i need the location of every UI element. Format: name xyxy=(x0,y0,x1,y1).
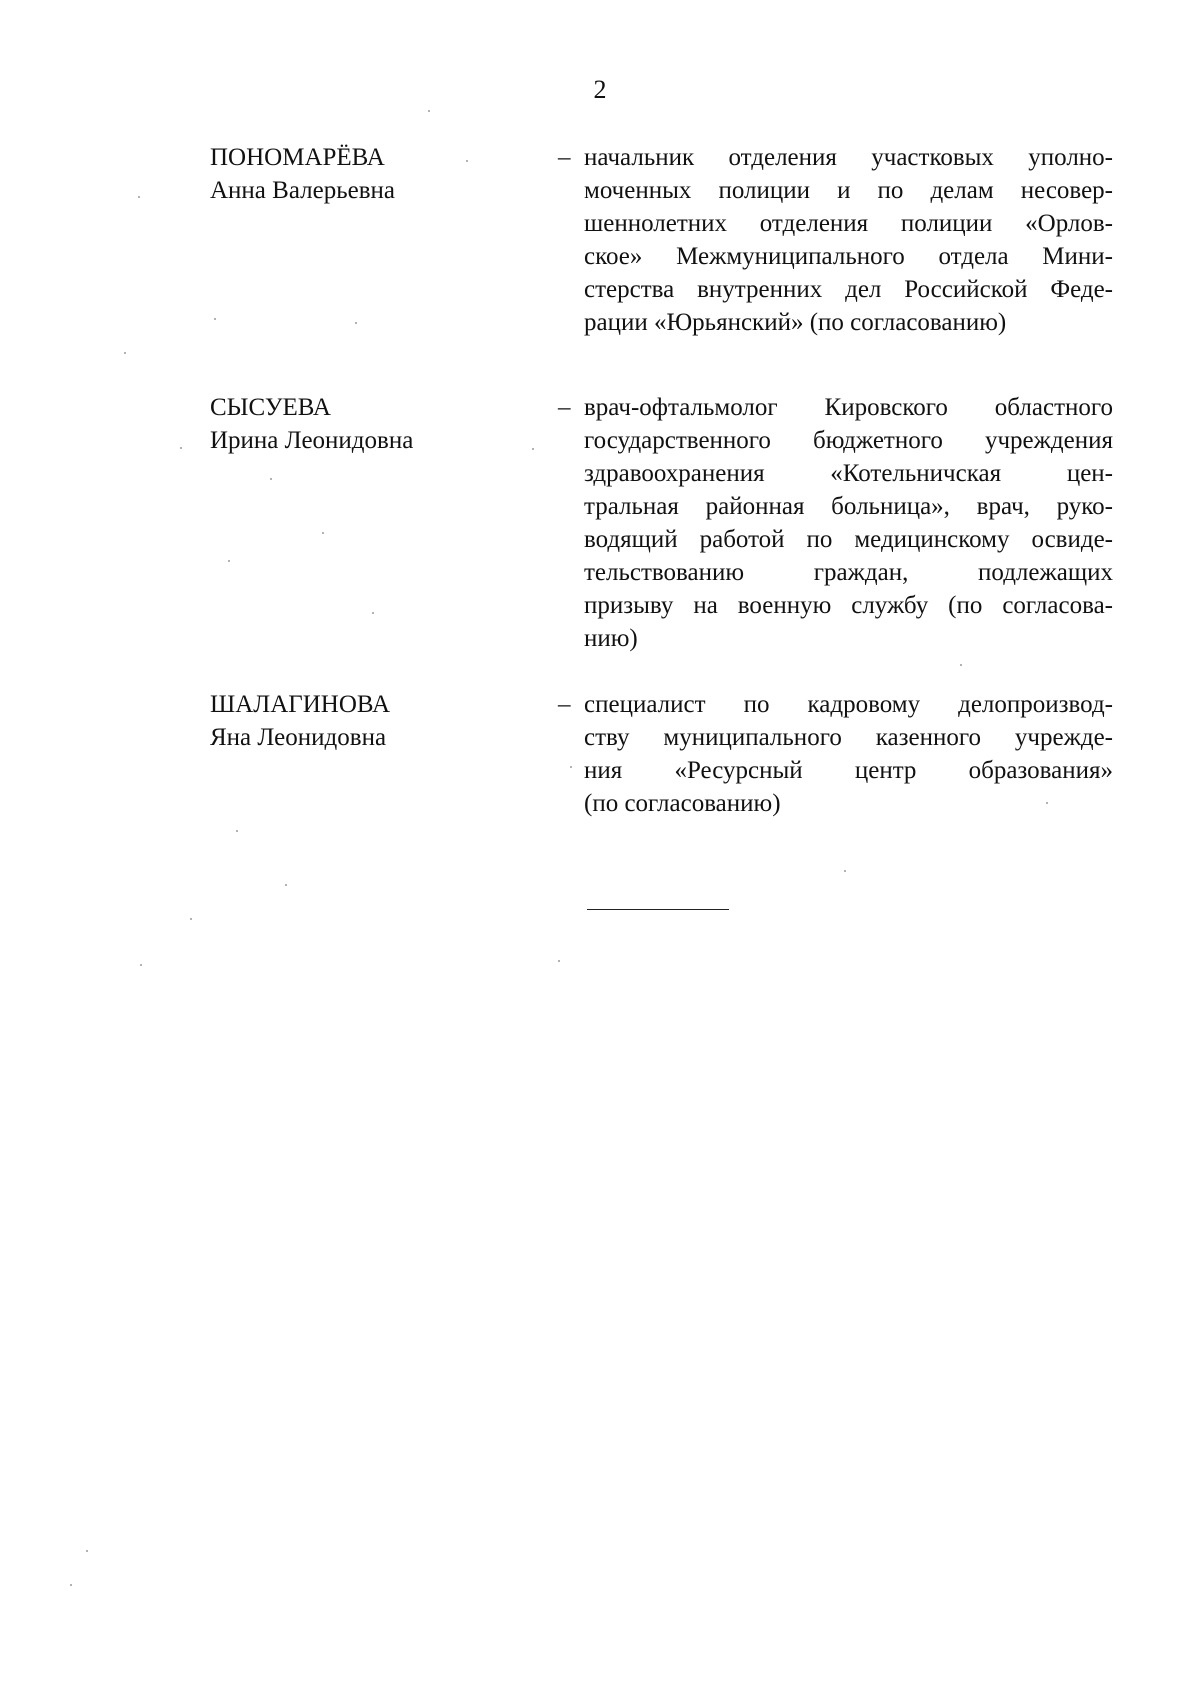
scan-speck xyxy=(270,478,272,480)
position-line: призыву на военную службу (по согласова- xyxy=(584,592,1113,619)
position-line: врач-офтальмолог Кировского областного xyxy=(584,394,1113,421)
position-line: ское» Межмуниципального отдела Мини- xyxy=(584,243,1113,270)
position-line: специалист по кадровому делопроизвод- xyxy=(584,691,1113,718)
scan-speck xyxy=(844,870,846,872)
member-given-names: Ирина Леонидовна xyxy=(210,427,414,454)
member-surname: ШАЛАГИНОВА xyxy=(210,691,391,718)
scan-speck xyxy=(285,884,287,886)
position-line: рации «Юрьянский» (по согласованию) xyxy=(584,309,1007,336)
position-line: начальник отделения участковых уполно- xyxy=(584,144,1113,171)
scan-speck xyxy=(1046,802,1048,804)
member-surname: ПОНОМАРЁВА xyxy=(210,144,385,171)
dash-separator: – xyxy=(558,144,571,171)
member-position xyxy=(584,391,1113,655)
scan-speck xyxy=(322,532,324,534)
scan-speck xyxy=(140,964,142,966)
dash-separator: – xyxy=(558,691,571,718)
position-line: ству муниципального казенного учрежде- xyxy=(584,724,1113,751)
position-line: стерства внутренних дел Российской Феде- xyxy=(584,276,1113,303)
scan-speck xyxy=(138,196,140,198)
position-line: здравоохранения «Котельничская цен- xyxy=(584,460,1113,487)
scan-speck xyxy=(70,1584,72,1586)
position-line: нию) xyxy=(584,625,638,652)
member-position xyxy=(584,688,1113,820)
position-line: (по согласованию) xyxy=(584,790,781,817)
member-surname: СЫСУЕВА xyxy=(210,394,331,421)
position-line: государственного бюджетного учреждения xyxy=(584,427,1113,454)
dash-separator: – xyxy=(558,394,571,421)
scan-speck xyxy=(355,322,357,324)
position-line: моченных полиции и по делам несовер- xyxy=(584,177,1113,204)
position-line: шеннолетних отделения полиции «Орлов- xyxy=(584,210,1113,237)
scan-speck xyxy=(428,110,430,112)
scan-speck xyxy=(570,766,572,768)
member-given-names: Яна Леонидовна xyxy=(210,724,387,751)
scan-speck xyxy=(180,447,182,449)
position-line: ния «Ресурсный центр образования» xyxy=(584,757,1113,784)
position-line: тельствованию граждан, подлежащих xyxy=(584,559,1113,586)
scan-speck xyxy=(466,160,468,162)
scan-speck xyxy=(124,352,126,354)
member-name xyxy=(210,391,510,457)
member-given-names: Анна Валерьевна xyxy=(210,177,395,204)
member-name xyxy=(210,688,510,754)
scan-speck xyxy=(86,1550,88,1552)
scan-speck xyxy=(558,960,560,962)
scan-speck xyxy=(190,918,192,920)
page-number: 2 xyxy=(593,75,607,104)
position-line: тральная районная больница», врач, руко- xyxy=(584,493,1113,520)
closing-rule xyxy=(587,909,729,910)
member-position xyxy=(584,141,1113,339)
position-line: водящий работой по медицинскому освиде- xyxy=(584,526,1113,553)
member-name xyxy=(210,141,510,207)
scan-speck xyxy=(228,560,230,562)
scan-speck xyxy=(214,318,216,320)
scan-speck xyxy=(960,664,962,666)
scan-speck xyxy=(372,612,374,614)
scan-speck xyxy=(236,830,238,832)
scan-speck xyxy=(532,448,534,450)
